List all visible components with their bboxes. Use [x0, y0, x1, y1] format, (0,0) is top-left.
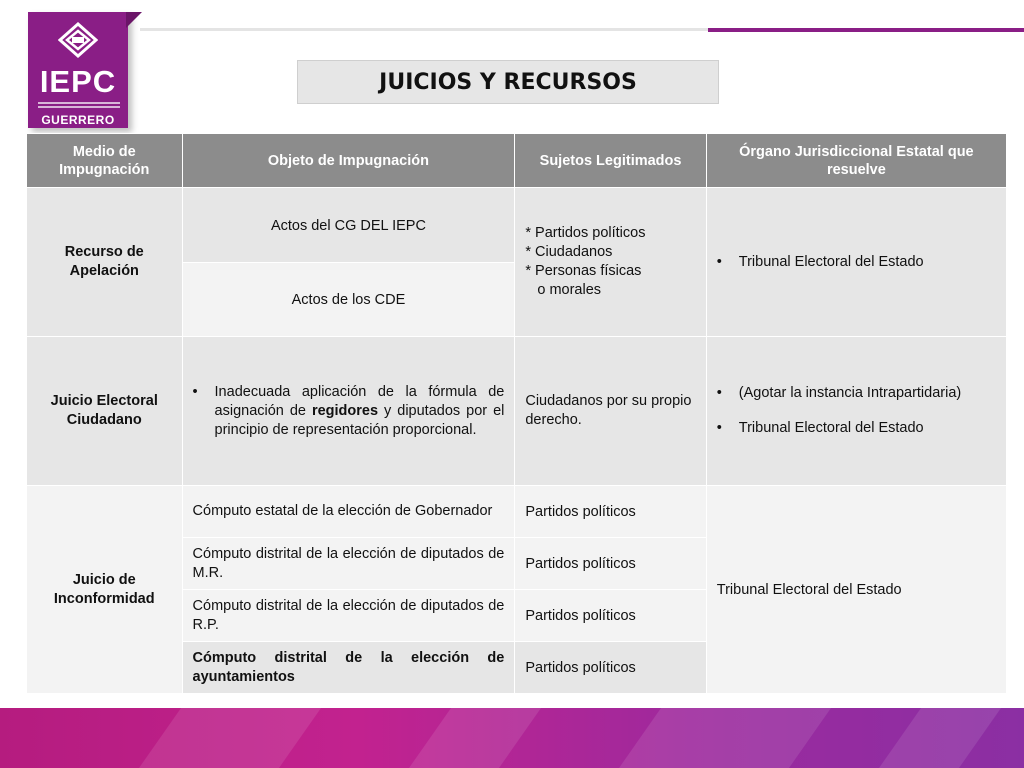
band-stripe — [619, 708, 831, 768]
sujetos-apelacion — [515, 188, 706, 337]
medio-inconformidad: Juicio de Inconformidad — [27, 486, 183, 694]
medio-jec: Juicio Electoral Ciudadano — [27, 337, 183, 486]
band-stripe — [879, 708, 1001, 768]
table-row — [27, 486, 1007, 538]
band-stripe — [139, 708, 321, 768]
sujeto-inc-3: Partidos políticos — [515, 590, 706, 642]
top-accent-rule — [708, 28, 1024, 32]
sujeto-jec: Ciudadanos por su propio derecho. — [515, 337, 706, 486]
bullet-item — [717, 253, 996, 272]
organo-jec-item-1: (Agotar la instancia Intrapartidaria) — [738, 385, 962, 401]
medio-apelacion: Recurso de Apelación — [27, 188, 183, 337]
bullet-icon: • — [716, 420, 722, 436]
objeto-inc-1: Cómputo estatal de la elección de Gobernador — [182, 486, 515, 538]
objeto-inc-4: Cómputo distrital de la elección de ayuntamientos — [182, 642, 515, 694]
bullet-icon: • — [716, 253, 722, 270]
page-title: JUICIOS Y RECURSOS — [379, 69, 637, 95]
objeto-cde: Actos de los CDE — [182, 263, 515, 337]
band-stripe — [409, 708, 541, 768]
page-title-box — [297, 60, 719, 104]
organo-inconformidad: Tribunal Electoral del Estado — [706, 486, 1006, 694]
objeto-jec — [182, 337, 515, 486]
logo-fold — [126, 12, 142, 28]
sujeto-inc-2: Partidos políticos — [515, 538, 706, 590]
iepc-emblem-icon — [58, 22, 98, 58]
header-medio: Medio de Impugnación — [27, 134, 183, 188]
bullet-item — [717, 419, 996, 438]
bottom-decorative-band — [0, 708, 1024, 768]
objeto-inc-3: Cómputo distrital de la elección de diputados de R.P. — [182, 590, 515, 642]
iepc-logo — [28, 12, 128, 128]
sujeto-personas: * Personas físicas — [525, 263, 642, 279]
logo-subtitle-lines — [38, 102, 120, 110]
table-row — [27, 188, 1007, 263]
table-row — [27, 337, 1007, 486]
objeto-jec-text: Inadecuada aplicación de la fórmula de asignación de regidores y diputados por el principio de representación proporcional. — [214, 383, 505, 438]
top-rule-gray — [140, 28, 710, 31]
organo-jec-item-2: Tribunal Electoral del Estado — [738, 420, 924, 436]
recursos-table — [26, 133, 1007, 694]
sujeto-inc-4: Partidos políticos — [515, 642, 706, 694]
sujeto-morales: o morales — [537, 282, 602, 298]
bullet-item — [193, 383, 505, 440]
sujeto-partidos: * Partidos políticos — [525, 225, 646, 241]
logo-title: IEPC — [39, 64, 117, 99]
sujeto-inc-1: Partidos políticos — [515, 486, 706, 538]
header-sujetos: Sujetos Legitimados — [515, 134, 706, 188]
header-organo: Órgano Jurisdiccional Estatal que resuelve — [706, 134, 1006, 188]
objeto-inc-2: Cómputo distrital de la elección de diputados de M.R. — [182, 538, 515, 590]
organo-apelacion — [706, 188, 1006, 337]
logo-state: GUERRERO — [41, 113, 115, 127]
organo-text: Tribunal Electoral del Estado — [738, 253, 924, 270]
bullet-icon: • — [716, 385, 722, 401]
table-header-row — [27, 134, 1007, 188]
bullet-item — [717, 384, 996, 403]
organo-jec — [706, 337, 1006, 486]
sujeto-ciudadanos: * Ciudadanos — [525, 244, 613, 260]
header-objeto: Objeto de Impugnación — [182, 134, 515, 188]
bullet-icon: • — [192, 383, 198, 400]
objeto-cg: Actos del CG DEL IEPC — [182, 188, 515, 263]
